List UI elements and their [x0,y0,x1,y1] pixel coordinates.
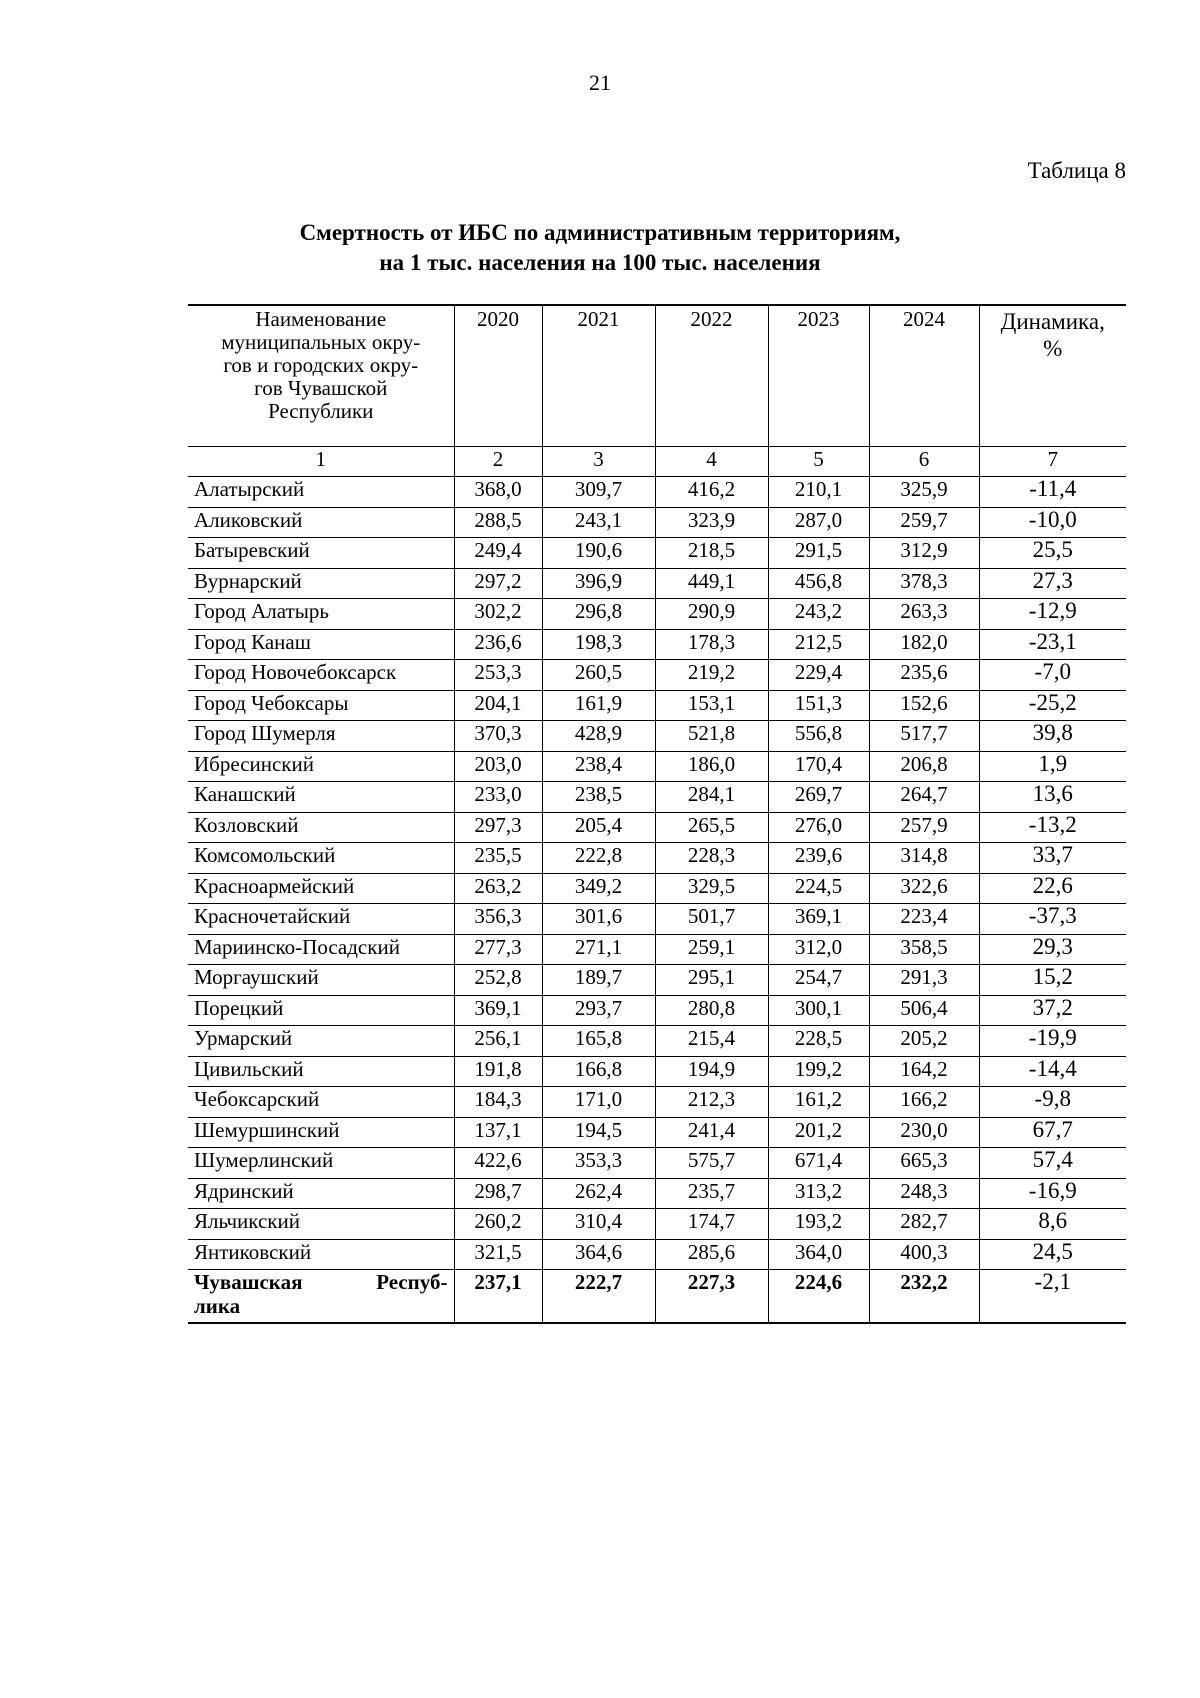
value-2023: 369,1 [768,904,869,935]
value-2020: 137,1 [454,1117,542,1148]
value-2024: 517,7 [869,721,979,752]
value-2024: 400,3 [869,1239,979,1270]
row-name: Красноармейский [188,873,454,904]
value-2024: 205,2 [869,1026,979,1057]
table-row [188,1056,1126,1087]
value-2023: 312,0 [768,934,869,965]
table-row [188,1087,1126,1118]
row-name: Красночетайский [188,904,454,935]
value-2022: 575,7 [655,1148,768,1179]
value-2020: 256,1 [454,1026,542,1057]
value-2022: 259,1 [655,934,768,965]
value-2021: 166,8 [542,1056,655,1087]
value-2024: 263,3 [869,599,979,630]
value-2021: 222,8 [542,843,655,874]
total-value-2024: 232,2 [869,1270,979,1324]
value-2021: 243,1 [542,507,655,538]
table-row [188,538,1126,569]
header-dynamics: Динамика, % [979,305,1126,447]
header-2024: 2024 [869,305,979,447]
value-2022: 501,7 [655,904,768,935]
value-dynamics: -19,9 [979,1026,1126,1057]
value-2024: 282,7 [869,1209,979,1240]
row-name: Город Алатырь [188,599,454,630]
value-2021: 171,0 [542,1087,655,1118]
value-2021: 349,2 [542,873,655,904]
value-dynamics: -25,2 [979,690,1126,721]
total-value-2021: 222,7 [542,1270,655,1324]
value-2024: 257,9 [869,812,979,843]
header-2022: 2022 [655,305,768,447]
table-row [188,1239,1126,1270]
value-2020: 422,6 [454,1148,542,1179]
row-name: Канашский [188,782,454,813]
value-2024: 314,8 [869,843,979,874]
value-dynamics: -12,9 [979,599,1126,630]
value-2020: 249,4 [454,538,542,569]
value-dynamics: 33,7 [979,843,1126,874]
value-2023: 201,2 [768,1117,869,1148]
value-2022: 219,2 [655,660,768,691]
value-2022: 284,1 [655,782,768,813]
value-2021: 161,9 [542,690,655,721]
row-name: Янтиковский [188,1239,454,1270]
value-2022: 212,3 [655,1087,768,1118]
value-dynamics: -14,4 [979,1056,1126,1087]
table-label: Таблица 8 [1027,158,1126,183]
value-2020: 260,2 [454,1209,542,1240]
value-2023: 364,0 [768,1239,869,1270]
column-number: 6 [869,447,979,477]
value-dynamics: -9,8 [979,1087,1126,1118]
value-2022: 153,1 [655,690,768,721]
column-number: 7 [979,447,1126,477]
value-2023: 229,4 [768,660,869,691]
header-2023: 2023 [768,305,869,447]
value-dynamics: 57,4 [979,1148,1126,1179]
value-dynamics: 25,5 [979,538,1126,569]
table-row [188,599,1126,630]
value-2020: 297,2 [454,568,542,599]
value-2022: 329,5 [655,873,768,904]
value-2021: 353,3 [542,1148,655,1179]
value-2022: 186,0 [655,751,768,782]
table-row [188,1178,1126,1209]
value-dynamics: -37,3 [979,904,1126,935]
value-2021: 165,8 [542,1026,655,1057]
column-number: 1 [188,447,454,477]
mortality-table [188,304,1126,1324]
column-number: 5 [768,447,869,477]
table-row [188,782,1126,813]
value-2024: 164,2 [869,1056,979,1087]
column-number: 2 [454,447,542,477]
table-row [188,965,1126,996]
value-2020: 236,6 [454,629,542,660]
row-name: Урмарский [188,1026,454,1057]
table-row [188,721,1126,752]
value-2024: 182,0 [869,629,979,660]
value-2021: 205,4 [542,812,655,843]
value-dynamics: -13,2 [979,812,1126,843]
value-2020: 370,3 [454,721,542,752]
value-2022: 285,6 [655,1239,768,1270]
value-2021: 238,5 [542,782,655,813]
row-name: Козловский [188,812,454,843]
table-row [188,568,1126,599]
value-2022: 241,4 [655,1117,768,1148]
value-dynamics: 13,6 [979,782,1126,813]
value-2023: 269,7 [768,782,869,813]
total-value-dynamics: -2,1 [979,1270,1126,1324]
row-name: Шемуршинский [188,1117,454,1148]
row-name: Город Канаш [188,629,454,660]
page-number: 21 [589,70,611,95]
column-number-row [188,447,1126,477]
value-2020: 233,0 [454,782,542,813]
value-2023: 212,5 [768,629,869,660]
value-dynamics: 29,3 [979,934,1126,965]
value-dynamics: 22,6 [979,873,1126,904]
value-2022: 215,4 [655,1026,768,1057]
header-name: Наименование муниципальных окру- гов и городских окру- гов Чувашской Республики [188,305,454,447]
value-2024: 166,2 [869,1087,979,1118]
value-2022: 235,7 [655,1178,768,1209]
value-2022: 178,3 [655,629,768,660]
row-name: Батыревский [188,538,454,569]
value-2023: 224,5 [768,873,869,904]
value-2020: 191,8 [454,1056,542,1087]
row-name: Шумерлинский [188,1148,454,1179]
row-name: Мариинско-Посадский [188,934,454,965]
table-row [188,507,1126,538]
value-dynamics: -23,1 [979,629,1126,660]
total-name [188,1270,454,1324]
value-2020: 277,3 [454,934,542,965]
value-2022: 323,9 [655,507,768,538]
value-2023: 291,5 [768,538,869,569]
value-2020: 368,0 [454,477,542,508]
row-name: Яльчикский [188,1209,454,1240]
value-2020: 235,5 [454,843,542,874]
table-row [188,477,1126,508]
column-number: 3 [542,447,655,477]
total-name-part: лика [194,1294,241,1318]
value-2020: 204,1 [454,690,542,721]
value-2021: 271,1 [542,934,655,965]
value-2023: 671,4 [768,1148,869,1179]
row-name: Вурнарский [188,568,454,599]
value-2023: 161,2 [768,1087,869,1118]
value-dynamics: 15,2 [979,965,1126,996]
row-name: Город Новочебоксарск [188,660,454,691]
value-2022: 174,7 [655,1209,768,1240]
value-dynamics: -11,4 [979,477,1126,508]
value-2020: 252,8 [454,965,542,996]
value-2020: 298,7 [454,1178,542,1209]
value-2023: 254,7 [768,965,869,996]
value-2020: 263,2 [454,873,542,904]
value-2022: 521,8 [655,721,768,752]
value-dynamics: 8,6 [979,1209,1126,1240]
value-2022: 265,5 [655,812,768,843]
value-2021: 428,9 [542,721,655,752]
header-2020: 2020 [454,305,542,447]
value-2023: 151,3 [768,690,869,721]
row-name: Аликовский [188,507,454,538]
table-row [188,843,1126,874]
value-2024: 248,3 [869,1178,979,1209]
value-2023: 287,0 [768,507,869,538]
value-2024: 206,8 [869,751,979,782]
value-2022: 228,3 [655,843,768,874]
value-2021: 194,5 [542,1117,655,1148]
value-2022: 295,1 [655,965,768,996]
value-2020: 321,5 [454,1239,542,1270]
row-name: Порецкий [188,995,454,1026]
value-2023: 556,8 [768,721,869,752]
value-2022: 290,9 [655,599,768,630]
value-2024: 223,4 [869,904,979,935]
value-2021: 301,6 [542,904,655,935]
row-name: Ядринский [188,1178,454,1209]
table-row [188,1148,1126,1179]
value-2022: 449,1 [655,568,768,599]
value-2021: 238,4 [542,751,655,782]
title-line-2: на 1 тыс. населения на 100 тыс. населения [379,250,821,275]
table-row [188,1209,1126,1240]
value-2023: 228,5 [768,1026,869,1057]
value-dynamics: -7,0 [979,660,1126,691]
value-2022: 416,2 [655,477,768,508]
value-2021: 189,7 [542,965,655,996]
total-row [188,1270,1126,1324]
value-2023: 210,1 [768,477,869,508]
value-dynamics: 37,2 [979,995,1126,1026]
value-2024: 312,9 [869,538,979,569]
table-row [188,904,1126,935]
table-row [188,629,1126,660]
value-2023: 170,4 [768,751,869,782]
header-2021: 2021 [542,305,655,447]
value-2020: 288,5 [454,507,542,538]
value-2024: 235,6 [869,660,979,691]
table-row [188,751,1126,782]
value-2023: 199,2 [768,1056,869,1087]
table-row [188,660,1126,691]
header-row [188,305,1126,447]
table-row [188,995,1126,1026]
value-2024: 378,3 [869,568,979,599]
value-2021: 396,9 [542,568,655,599]
total-value-2023: 224,6 [768,1270,869,1324]
value-dynamics: -16,9 [979,1178,1126,1209]
value-dynamics: 24,5 [979,1239,1126,1270]
value-2024: 506,4 [869,995,979,1026]
value-2024: 322,6 [869,873,979,904]
value-dynamics: 39,8 [979,721,1126,752]
value-2021: 293,7 [542,995,655,1026]
table-row [188,934,1126,965]
value-dynamics: 27,3 [979,568,1126,599]
value-2022: 280,8 [655,995,768,1026]
value-2024: 358,5 [869,934,979,965]
value-2023: 239,6 [768,843,869,874]
row-name: Алатырский [188,477,454,508]
total-name-part: Респуб- [376,1270,448,1294]
value-dynamics: -10,0 [979,507,1126,538]
value-2021: 309,7 [542,477,655,508]
row-name: Цивильский [188,1056,454,1087]
value-2024: 230,0 [869,1117,979,1148]
value-2023: 313,2 [768,1178,869,1209]
value-2024: 291,3 [869,965,979,996]
value-2020: 369,1 [454,995,542,1026]
table-row [188,1117,1126,1148]
value-2024: 152,6 [869,690,979,721]
value-2024: 259,7 [869,507,979,538]
value-2021: 296,8 [542,599,655,630]
value-2023: 456,8 [768,568,869,599]
table-row [188,812,1126,843]
value-2021: 190,6 [542,538,655,569]
value-dynamics: 67,7 [979,1117,1126,1148]
column-number: 4 [655,447,768,477]
value-2020: 253,3 [454,660,542,691]
value-2023: 193,2 [768,1209,869,1240]
value-2020: 356,3 [454,904,542,935]
value-2021: 364,6 [542,1239,655,1270]
value-2024: 325,9 [869,477,979,508]
table-row [188,1026,1126,1057]
value-2021: 260,5 [542,660,655,691]
table-row [188,690,1126,721]
value-2022: 194,9 [655,1056,768,1087]
total-value-2020: 237,1 [454,1270,542,1324]
row-name: Моргаушский [188,965,454,996]
row-name: Ибресинский [188,751,454,782]
value-2021: 310,4 [542,1209,655,1240]
value-2021: 198,3 [542,629,655,660]
value-2020: 302,2 [454,599,542,630]
value-2020: 184,3 [454,1087,542,1118]
value-2023: 300,1 [768,995,869,1026]
row-name: Чебоксарский [188,1087,454,1118]
value-dynamics: 1,9 [979,751,1126,782]
row-name: Город Чебоксары [188,690,454,721]
value-2024: 665,3 [869,1148,979,1179]
value-2021: 262,4 [542,1178,655,1209]
value-2020: 297,3 [454,812,542,843]
value-2023: 276,0 [768,812,869,843]
row-name: Комсомольский [188,843,454,874]
value-2022: 218,5 [655,538,768,569]
table-row [188,873,1126,904]
value-2020: 203,0 [454,751,542,782]
total-value-2022: 227,3 [655,1270,768,1324]
value-2023: 243,2 [768,599,869,630]
row-name: Город Шумерля [188,721,454,752]
value-2024: 264,7 [869,782,979,813]
total-name-part: Чувашская [194,1270,303,1294]
title-line-1: Смертность от ИБС по административным территориям, [299,220,901,245]
table-title [0,218,1200,278]
